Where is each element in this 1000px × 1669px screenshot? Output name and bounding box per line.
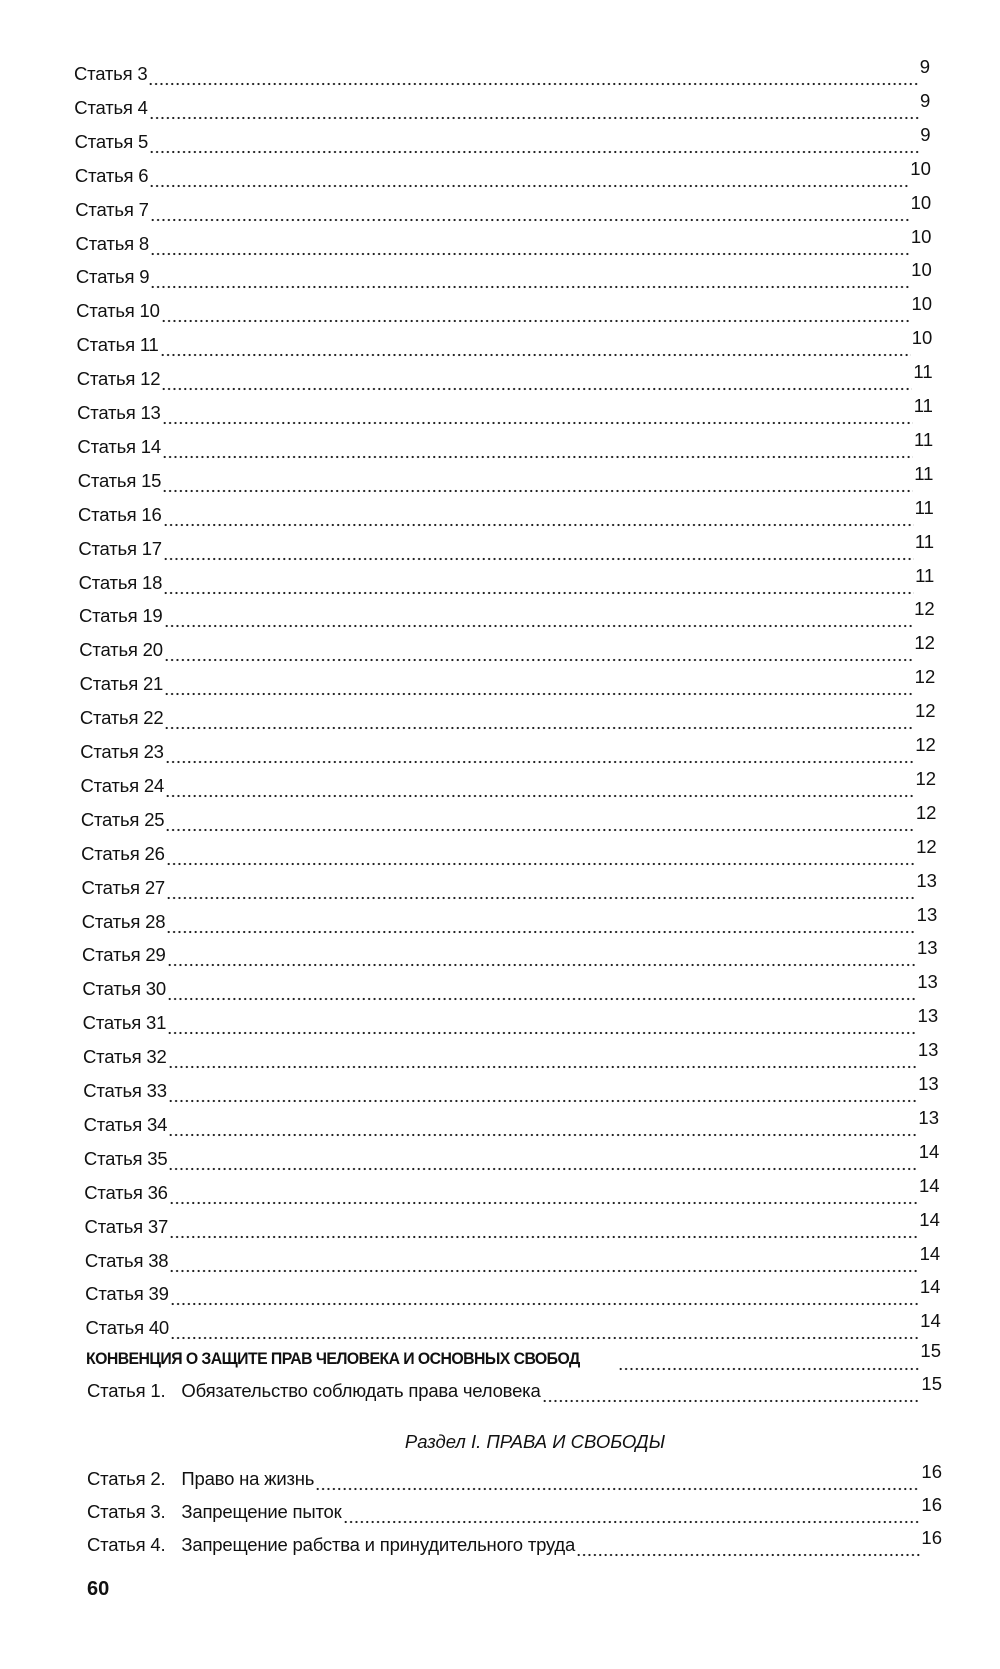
- toc-article-label: Статья 8: [75, 232, 150, 254]
- toc-page-number: 11: [913, 395, 933, 416]
- toc-page-number: 11: [915, 564, 935, 586]
- toc-line: [0, 462, 1000, 493]
- toc-line: [0, 937, 1000, 967]
- toc-leader-dots: [160, 337, 911, 357]
- toc-line: [0, 632, 1000, 662]
- section-title: [0, 1429, 1000, 1455]
- toc-leader-dots: [164, 710, 914, 730]
- toc-convention-heading-line: [0, 1340, 1000, 1370]
- toc-line: [0, 1005, 1000, 1035]
- toc-article-label: Статья 35: [83, 1147, 168, 1169]
- toc-article-label: Статья 31: [82, 1012, 167, 1034]
- toc-line: [0, 1276, 1000, 1306]
- toc-page-number: 10: [910, 157, 931, 179]
- toc-article-label: Статья 37: [84, 1215, 169, 1237]
- toc-article-label: Статья 25: [80, 808, 165, 830]
- toc-article-label: Статья 11: [76, 334, 159, 356]
- toc-leader-dots: [170, 1320, 919, 1340]
- toc-line: [0, 598, 1000, 628]
- toc-page-number: 13: [917, 1005, 939, 1027]
- toc-article-label: Статья 5: [74, 130, 149, 152]
- toc-article-label: Статья 38: [84, 1249, 169, 1271]
- toc-line: [0, 734, 1000, 764]
- toc-line: [0, 1174, 1000, 1205]
- toc-line: [0, 1242, 1000, 1273]
- toc-line: [0, 361, 1000, 391]
- toc-line: [0, 1106, 1000, 1137]
- toc-page-number: 14: [919, 1276, 941, 1298]
- toc-article-label: Статья 39: [85, 1283, 169, 1305]
- toc-article-title: Запрещение рабства и принудительного труда: [181, 1534, 576, 1555]
- toc-line: [0, 123, 1000, 154]
- toc-line: [0, 767, 1000, 798]
- toc-leader-dots: [169, 1253, 918, 1273]
- toc-article-title: Обязательство соблюдать права человека: [181, 1380, 541, 1401]
- toc-leader-dots: [162, 405, 913, 425]
- toc-page-number: 12: [914, 598, 935, 620]
- toc-line: [0, 496, 1000, 527]
- toc-page-number: 11: [914, 530, 935, 552]
- toc-page-number: 14: [920, 1310, 941, 1332]
- toc-article-label: Статья 33: [83, 1080, 167, 1101]
- toc-leader-dots: [162, 473, 913, 493]
- toc-article-label: Статья 15: [77, 469, 162, 491]
- toc-article-title: Право на жизнь: [181, 1468, 315, 1489]
- toc-page-number: 14: [919, 1174, 940, 1196]
- toc-page-number: 11: [914, 462, 934, 484]
- toc-article-label: Статья 27: [81, 876, 165, 898]
- toc-line: [0, 971, 1000, 1001]
- toc-page-number: 16: [921, 1527, 942, 1548]
- toc-page-number: 14: [918, 1140, 940, 1162]
- toc-leader-dots: [150, 269, 910, 289]
- toc-line: [0, 1527, 1000, 1557]
- toc-leader-dots: [168, 1151, 917, 1171]
- toc-line: [0, 530, 1000, 561]
- toc-article-label: Статья 4.: [87, 1534, 166, 1555]
- toc-line: [0, 191, 1000, 222]
- toc-page-number: 15: [920, 1340, 941, 1361]
- toc-page-number: 13: [917, 1039, 939, 1061]
- toc-page-number: 15: [921, 1373, 942, 1394]
- toc-leader-dots: [164, 642, 914, 662]
- toc-line: [0, 903, 1000, 934]
- toc-page-number: 12: [914, 666, 936, 688]
- toc-leader-dots: [148, 66, 918, 86]
- toc-article-label: Статья 13: [77, 402, 161, 423]
- toc-leader-dots: [164, 676, 914, 696]
- toc-article-label: Статья 23: [80, 741, 164, 762]
- toc-page-number: 12: [914, 632, 935, 654]
- toc-leader-dots: [165, 812, 914, 832]
- toc-line: [0, 225, 1000, 256]
- toc-page-number: 11: [913, 361, 933, 383]
- toc-article-label: Статья 29: [82, 944, 166, 966]
- toc-line: [0, 1494, 1000, 1524]
- toc-leader-dots: [167, 981, 916, 1001]
- toc-line: [0, 1208, 1000, 1239]
- toc-page-number: 14: [919, 1242, 941, 1264]
- toc-line: [0, 1073, 1000, 1103]
- toc-article-label: Статья 16: [78, 503, 162, 525]
- toc-page-number: 10: [910, 191, 932, 213]
- toc-article-label: Статья 34: [83, 1113, 168, 1135]
- toc-line: [0, 801, 1000, 832]
- section-title-text: Раздел I. ПРАВА И СВОБОДЫ: [404, 1431, 666, 1452]
- toc-article-label: Статья 3: [74, 63, 148, 84]
- toc-page-number: 10: [910, 225, 932, 247]
- toc-page-number: 12: [915, 767, 937, 789]
- toc-leader-dots: [150, 202, 910, 222]
- toc-leader-dots: [161, 303, 911, 323]
- toc-line-article-1: [0, 1373, 1000, 1403]
- toc-line: [0, 700, 1000, 730]
- toc-line: [0, 1039, 1000, 1069]
- toc-article-label: Статья 6: [74, 164, 149, 186]
- toc-leader-dots: [166, 846, 915, 866]
- toc-article-label: Статья 40: [85, 1317, 170, 1339]
- toc-line: [0, 1461, 1000, 1491]
- convention-heading: КОНВЕНЦИЯ О ЗАЩИТЕ ПРАВ ЧЕЛОВЕКА И ОСНОВНЫХ СВОБОД: [86, 1349, 580, 1368]
- toc-line: [0, 1310, 1000, 1340]
- toc-page-number: 13: [917, 971, 938, 993]
- toc-article-label: Статья 2.: [87, 1468, 166, 1489]
- toc-article-label: Статья 30: [82, 978, 166, 1000]
- toc-leader-dots: [166, 914, 915, 934]
- toc-page-number: 10: [911, 327, 933, 349]
- toc-article-label: Статья 28: [81, 910, 166, 932]
- toc-leader-dots: [167, 1015, 916, 1035]
- toc-article-label: Статья 3.: [87, 1501, 166, 1522]
- toc-page-number: 9: [919, 56, 930, 77]
- toc-page-number: 14: [919, 1208, 940, 1230]
- toc-article-label: Статья 22: [79, 707, 164, 729]
- toc-article-label: Статья 12: [76, 368, 161, 390]
- toc-leader-dots: [163, 575, 914, 595]
- toc-leader-dots: [542, 1383, 921, 1403]
- toc-page-number: 10: [911, 259, 932, 281]
- toc-article-label: Статья 20: [79, 639, 163, 661]
- toc-page-number: 9: [920, 89, 931, 111]
- toc-line: [0, 869, 1000, 900]
- toc-line: [0, 395, 1000, 425]
- toc-article-label: Статья 17: [78, 537, 162, 559]
- toc-line: [0, 327, 1000, 357]
- toc-article-label: Статья 26: [81, 842, 165, 864]
- toc-article-label: Статья 1.: [87, 1380, 166, 1401]
- toc-article-label: Статья 18: [78, 571, 163, 593]
- toc-line: [0, 564, 1000, 595]
- toc-leader-dots: [618, 1351, 920, 1371]
- toc-page-number: 12: [916, 835, 937, 857]
- toc-leader-dots: [169, 1185, 918, 1205]
- toc-line: [0, 89, 1000, 120]
- toc-leader-dots: [164, 608, 914, 628]
- toc-leader-dots: [169, 1219, 918, 1239]
- toc-article-label: Статья 9: [75, 266, 150, 288]
- toc-line: [0, 259, 1000, 289]
- toc-page-number: 16: [921, 1494, 942, 1515]
- toc-line: [0, 428, 1000, 459]
- toc-line: [0, 157, 1000, 188]
- toc-page-number: 12: [915, 734, 936, 755]
- toc-article-label: Статья 19: [78, 605, 163, 627]
- toc-page-number: 13: [918, 1073, 939, 1094]
- toc-page-number: 10: [911, 293, 933, 315]
- toc-leader-dots: [165, 744, 914, 764]
- toc-page-number: 11: [913, 428, 934, 450]
- toc-leader-dots: [315, 1471, 920, 1491]
- toc-page-number: 13: [918, 1106, 939, 1128]
- toc-line: [0, 293, 1000, 323]
- toc-article-label: Статья 4: [74, 96, 148, 118]
- toc-leader-dots: [149, 134, 919, 154]
- toc-leader-dots: [162, 439, 913, 459]
- toc-line: [0, 835, 1000, 866]
- toc-leader-dots: [166, 880, 915, 900]
- toc-leader-dots: [163, 507, 914, 527]
- toc-article-label: Статья 36: [84, 1181, 168, 1203]
- toc-line: [0, 666, 1000, 696]
- toc-line: [0, 56, 1000, 86]
- toc-article-label: Статья 7: [75, 198, 149, 220]
- toc-leader-dots: [167, 947, 916, 967]
- toc-page-number: 16: [921, 1461, 942, 1482]
- toc-article-title: Запрещение пыток: [181, 1501, 342, 1522]
- toc-article-label: Статья 14: [77, 435, 161, 457]
- toc-leader-dots: [168, 1049, 917, 1069]
- toc-article-label: Статья 10: [76, 300, 160, 322]
- toc-article-label: Статья 24: [80, 774, 165, 796]
- toc-page-number: 12: [915, 801, 937, 823]
- toc-page-number: 13: [916, 903, 938, 925]
- toc-article-label: Статья 32: [82, 1046, 167, 1068]
- toc-leader-dots: [168, 1117, 917, 1137]
- toc-page-number: 11: [914, 496, 934, 518]
- toc-leader-dots: [149, 168, 909, 188]
- toc-leader-dots: [576, 1537, 920, 1557]
- toc-leader-dots: [165, 778, 914, 798]
- toc-leader-dots: [163, 541, 914, 561]
- toc-leader-dots: [161, 371, 912, 391]
- toc-page-number: 13: [916, 937, 938, 959]
- toc-leader-dots: [168, 1083, 917, 1103]
- toc-page-number: 13: [916, 869, 937, 891]
- toc-leader-dots: [170, 1286, 919, 1306]
- toc-leader-dots: [149, 100, 919, 120]
- toc-line: [0, 1140, 1000, 1171]
- toc-article-label: Статья 21: [79, 673, 164, 695]
- toc-leader-dots: [150, 236, 910, 256]
- toc-page-number: 12: [914, 700, 936, 722]
- toc-page-number: 9: [920, 123, 931, 145]
- page-number: 60: [87, 1578, 110, 1600]
- toc-leader-dots: [343, 1504, 921, 1524]
